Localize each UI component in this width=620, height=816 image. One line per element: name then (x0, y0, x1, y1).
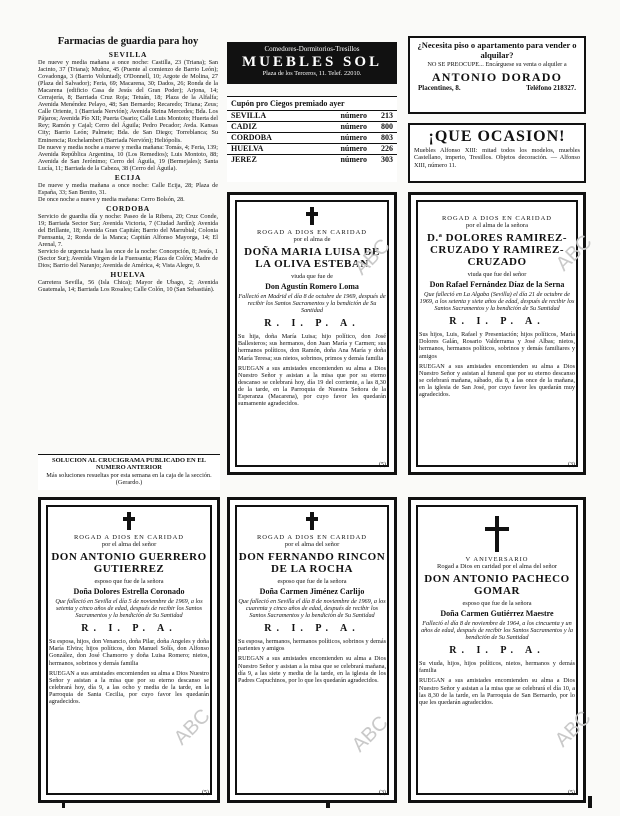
obituary-name: DON FERNANDO RINCON DE LA ROCHA (238, 551, 386, 575)
ciegos-label: número (340, 122, 367, 131)
muebles-sol-ad (227, 42, 397, 84)
ocasion-ad (408, 123, 586, 183)
cross-icon (306, 512, 318, 530)
watermark-abc-5: ABC (347, 711, 393, 757)
pharmacies-list (38, 50, 218, 293)
obituary-name: DOÑA MARIA LUISA DE LA OLIVA ESTEBAN (244, 246, 380, 270)
ciegos-row (227, 110, 397, 121)
ciegos-number: 226 (381, 144, 393, 153)
pharmacy-list-text: De once noche a nueve y media mañana: Cerro Bolsón, 28. (38, 195, 185, 203)
obituary-ref: (5) (202, 790, 209, 796)
obituary-ob5 (408, 497, 586, 803)
ciegos-rows (227, 110, 397, 165)
obituary-spouse-label: esposo que fue de la señora (277, 578, 347, 585)
ciegos-number: 803 (381, 133, 393, 142)
obituary-ob4 (227, 497, 397, 803)
cross-icon (485, 516, 509, 552)
obituary-family: Su viuda, hijos, hijos políticos, nietos, hermanos y demás familia (419, 660, 575, 675)
piso-phone: Teléfono 218327. (526, 84, 576, 93)
obituary-spouse-label: esposo que fue de la señora (462, 600, 532, 607)
pharmacies-title: Farmacias de guardia para hoy (57, 36, 199, 47)
obituary-family: Su esposa, hijos, don Venancio, doña Pilar, doña Angeles y doña María Elvira; hijos políticos, don Manuel Solís, don Alfonso González, don José Chamorro y doña Luisa Romero; nietos, hermanos, sobrinos y demás familia (49, 638, 209, 667)
obituary-ref: (3) (379, 790, 386, 796)
crossword-solution (38, 454, 220, 490)
ciegos-number: 800 (381, 122, 393, 131)
obituary-died: Que falleció en Sevilla el día 8 de noviembre de 1969, a los cuarenta y cinco años de edad, después de recibir los Santos Sacramentos y la bendición de Su Santidad (238, 598, 386, 620)
ciegos-label: número (340, 144, 367, 153)
pharmacy-city-name: CORDOBA (106, 203, 150, 213)
ciegos-city: CORDOBA (231, 133, 272, 142)
ciegos-row (227, 143, 397, 154)
pharmacy-list-text: De nueve y media mañana a once noche: Calle Ecija, 28; Plaza de España, 33; San Benito, 31. (38, 181, 218, 196)
obituary-name: DON ANTONIO PACHECO GOMAR (424, 573, 570, 597)
piso-address: Placentines, 8. (418, 84, 461, 93)
ciegos-city: JEREZ (231, 155, 257, 164)
obituary-family: Sus hijos, Luis, Rafael y Presentación; hijos políticos, María Dolores Galán, Rosario Valderrama y José Albas; nietos, hermanos, hermanos políticos, sobrinos y demás familiares y amigos (419, 331, 575, 360)
ciegos-row (227, 154, 397, 165)
cross-icon (123, 512, 135, 530)
pharmacy-list-text: Servicio de guardia día y noche: Paseo de la Ribera, 20; Cruz Conde, 19; Barriada Sector Sur; Avenida Victoria, 7 (Ciudad Jardín); Avenida del Brillante, 18; Avenida Gran Capitán; Barrio del Marrubial; Colonia Fuensanta, 2; Ronda de la Manca; Capitán Alfonso Mayorga, 14; El Arenal, 7. (38, 212, 218, 249)
obituary-ripa: R. I. P. A. (449, 645, 545, 657)
obituary-spouse: Doña Carmen Jiménez Carlijo (259, 587, 365, 596)
obituary-ref: (5) (568, 790, 575, 796)
obituary-ref: (3) (568, 462, 575, 468)
obituary-ripa: R. I. P. A. (81, 623, 177, 635)
piso-ad (408, 36, 586, 114)
obituary-ruegan: RUEGAN a sus amistades encomienden su alma a Dios Nuestro Señor y asistan a la misa que por su eterno descanso se celebrará hoy, día 19 del corriente, a las 8,30 de la tarde, en la Parroquia de Nuestra Señora de la Esperanza (Macarena), por cuyo favor les quedarán sumamente agradecidos. (238, 364, 386, 408)
piso-sub: NO SE PREOCUPE... Encárguese su venta o alquiler a (427, 61, 567, 68)
crossword-sub: Más soluciones resueltas por esta semana en la caja de la sección. (Gerardo.) (46, 472, 212, 487)
obituary-top: V ANIVERSARIO (465, 556, 529, 563)
ciegos-number: 213 (381, 111, 393, 120)
pharmacy-city-name: HUELVA (110, 270, 146, 280)
watermark-abc-3: ABC (550, 706, 596, 752)
obituary-spouse: Don Agustín Romero Loma (265, 282, 359, 291)
obituary-ob2 (408, 192, 586, 475)
obituary-por: por el alma del señor (101, 541, 157, 548)
piso-contact (410, 84, 584, 92)
obituary-por: por el alma de la señora (466, 222, 528, 229)
ocasion-text: Muebles Alfonso XIII: mitad todos los modelos, muebles Castellano, imperio, Tresillos. Objetos decoración. — Alfonso XIII, número 11. (414, 147, 580, 169)
obituary-died: Que falleció en Sevilla el día 5 de noviembre de 1969, a los setenta y cinco años de edad, después de recibir los Santos Sacramentos y la bendición de Su Santidad (55, 598, 203, 620)
obituary-spouse: Don Rafael Fernández Díaz de la Serna (429, 280, 565, 289)
pharmacy-city-name: SEVILLA (108, 50, 148, 59)
obituary-died: Falleció en Madrid el día 8 de octubre de 1969, después de recibir los Santos Sacramentos y la bendición de Su Santidad (238, 293, 386, 315)
cross-icon (306, 207, 318, 225)
obituary-top: ROGAD A DIOS EN CARIDAD (73, 534, 185, 541)
crossword-title: SOLUCION AL CRUCIGRAMA PUBLICADO EN EL NUMERO ANTERIOR (51, 457, 207, 471)
pharmacy-list-text: Servicio de urgencia hasta las once de la noche: Concepción, 8; Jesús, 1 (Sector Sur); Avenida Virgen de la Fuensanta; Plaza de Colón; Madre de Dios; Barrio del Naranjo; Avenida de América, 4; Vista Alegre, 9. (38, 248, 218, 270)
ciegos-number: 303 (381, 155, 393, 164)
pharmacies-box (38, 36, 218, 451)
obituary-top: ROGAD A DIOS EN CARIDAD (256, 229, 368, 236)
obituary-spouse-label: esposo que fue de la señora (94, 578, 164, 585)
scan-mark-1 (62, 800, 65, 808)
obituary-family: Su hija, doña María Luisa; hijo político, don José Ballesteros; sus hermanos, don Juan María y Carmen; sus hermanos políticos, don Ramón, doña Ana María y doña María Teresa; sus nietos, sobrinos, primos y demás familia (238, 333, 386, 362)
pharmacy-city-name: ECIJA (114, 172, 142, 182)
obituary-spouse: Doña Dolores Estrella Coronado (73, 587, 185, 596)
obituary-spouse-label: viuda que fue del señor (467, 271, 527, 278)
watermark-abc-2: ABC (551, 230, 597, 276)
pharmacy-list-text: De nueve y media noche a nueve y media mañana: Tomás, 4; Feria, 139; Avenida República Argentina, 10 (Los Remedios); Luis Montoto, 88; Avenida de San Jerónimo; Cerro del Águila, 19 (Bermejales); Santa Lucía, 11; Barriada de la Cabeza, 38 (Cerro del Águila). (38, 143, 218, 172)
muebles-top: Comedores-Dormitorios-Tresillos (264, 45, 360, 53)
obituary-name: D.ª DOLORES RAMIREZ-CRUZADO Y RAMIREZ-CRUZADO (426, 232, 568, 268)
scan-mark-2 (326, 800, 330, 808)
ciegos-city: SEVILLA (231, 111, 267, 120)
obituary-por: Rogad a Dios en caridad por el alma del señor (436, 563, 558, 570)
obituary-spouse: Doña Carmen Gutiérrez Maestre (440, 609, 554, 618)
ocasion-title: ¡QUE OCASION! (428, 128, 566, 145)
obituary-top: ROGAD A DIOS EN CARIDAD (441, 215, 553, 222)
obituary-ruegan: RUEGAN a sus amistades encomienden su alma a Dios Nuestro Señor y asistan a la misa que se celebrará el día 10, a las 8,30 de la tarde, en la Parroquia de San Bernardo, por lo que les quedarán agradecidos. (419, 677, 575, 706)
cupon-ciegos (227, 96, 397, 182)
muebles-addr: Plaza de los Terceros, 11. Telef. 22010. (262, 70, 362, 77)
pharmacy-list-text: Carretera Sevilla, 56 (Isla Chica); Mayor de Ubago, 2; Avenida Guatemala, 14; Barriada Los Rosales; Calle Colón, 10 (San Sebastián). (38, 279, 218, 294)
obituary-died: Que falleció en La Algaba (Sevilla) el día 21 de octubre de 1969, a los setenta y siete años de edad, después de recibir los Santos Sacramentos y la bendición de Su Santidad (419, 291, 575, 313)
ciegos-city: CADIZ (231, 122, 257, 131)
obituary-top: ROGAD A DIOS EN CARIDAD (256, 534, 368, 541)
obituary-ruegan: RUEGAN a sus amistades encomienden su alma a Dios Nuestro Señor y asistan al funeral que por su eterno descanso se celebrará mañana, sábado, día 8, a las once de la mañana, en la iglesia de San José, por cuyo favor les quedarán muy agradecidos. (419, 362, 575, 399)
ciegos-row (227, 132, 397, 143)
pharmacy-list-text: De nueve y media mañana a once noche: Castilla, 23 (Triana); San Jacinto, 37 (Triana); Muñoz, 45 (Puente al comienzo de Barrio León); Covadonga, 3 (Barrio Voluntad); O'Donnell, 10; Argote de Molina, 27 (Plaza del Salvador); Feria, 69; Macarena, 30; Dados, 26; Ronda de la Macarena (edificio Casa de Jesús del Gran Poder); Arjona, 14; Cerrajería, 8; Barriada Cruz Roja; Tetuán, 18; Plaza de la Alfalfa; Avenida Menéndez Pelayo, 48; San Bernardo; Recaredo; Triana; Zeus; Calle Oriente, 1 (Barriada Nervión); Avenida Reina Mercedes; Bda. Los Pájaros; Avenida Pío XII; Puerta Osario; Calle Luis Montoto; Huerta del Rey; Ramón y Cajal; Cerro del Águila; Pedro Pecador; Avda. Kansas City; Barrio León; Palmete; Bda. de San Diego; Torreblanca; Su Eminencia; Rochelambert (Barriada Nervión); Heliópolis. (38, 59, 218, 144)
watermark-abc-1: ABC (349, 234, 395, 280)
obituary-ripa: R. I. P. A. (449, 316, 545, 328)
ciegos-city: HUELVA (231, 144, 264, 153)
obituary-ob1 (227, 192, 397, 475)
obituary-por: por el alma del señor (284, 541, 340, 548)
ciegos-row (227, 121, 397, 132)
obituary-died: Falleció el día 8 de noviembre de 1964, a los cincuenta y un años de edad, después de recibir los Santos Sacramentos y la bendición de Su Santidad (421, 620, 573, 642)
muebles-name: MUEBLES SOL (241, 54, 383, 70)
obituary-ob3 (38, 497, 220, 803)
obituary-por: por el alma de (293, 236, 331, 243)
obituary-ruegan: RUEGAN a sus amistades encomienden su alma a Dios Nuestro Señor y asistan a la misa que por su eterno descanso se celebrará hoy, día 9, a las ocho y media de la tarde, en la Parroquia de Santa Cecilia, por cuyo favor les quedarán agradecidos. (49, 669, 209, 706)
ciegos-label: número (340, 111, 367, 120)
obituary-ruegan: RUEGAN a sus amistades encomienden su alma a Dios Nuestro Señor y asistan a la misa que se celebrará mañana, día 9, a las siete y media de la tarde, en la iglesia de los Padres Capuchinos, por lo que les quedarán agradecidos. (238, 655, 386, 684)
obituary-family: Su esposa, hermanos, hermanos políticos, sobrinos y demás parientes y amigos (238, 638, 386, 653)
obituary-ripa: R. I. P. A. (264, 623, 360, 635)
watermark-abc-4: ABC (169, 704, 215, 750)
piso-question: ¿Necesita piso o apartamento para vender o alquilar? (417, 40, 577, 60)
obituary-spouse-label: viuda que fue de (291, 273, 333, 280)
obituary-ref: (5) (379, 462, 386, 468)
scan-mark-3 (588, 796, 592, 808)
ciegos-label: número (340, 155, 367, 164)
piso-name: ANTONIO DORADO (431, 70, 563, 85)
ciegos-title: Cupón pro Ciegos premiado ayer (231, 99, 345, 108)
obituary-ripa: R. I. P. A. (264, 318, 360, 330)
obituary-name: DON ANTONIO GUERRERO GUTIERREZ (51, 551, 207, 575)
ciegos-label: número (340, 133, 367, 142)
